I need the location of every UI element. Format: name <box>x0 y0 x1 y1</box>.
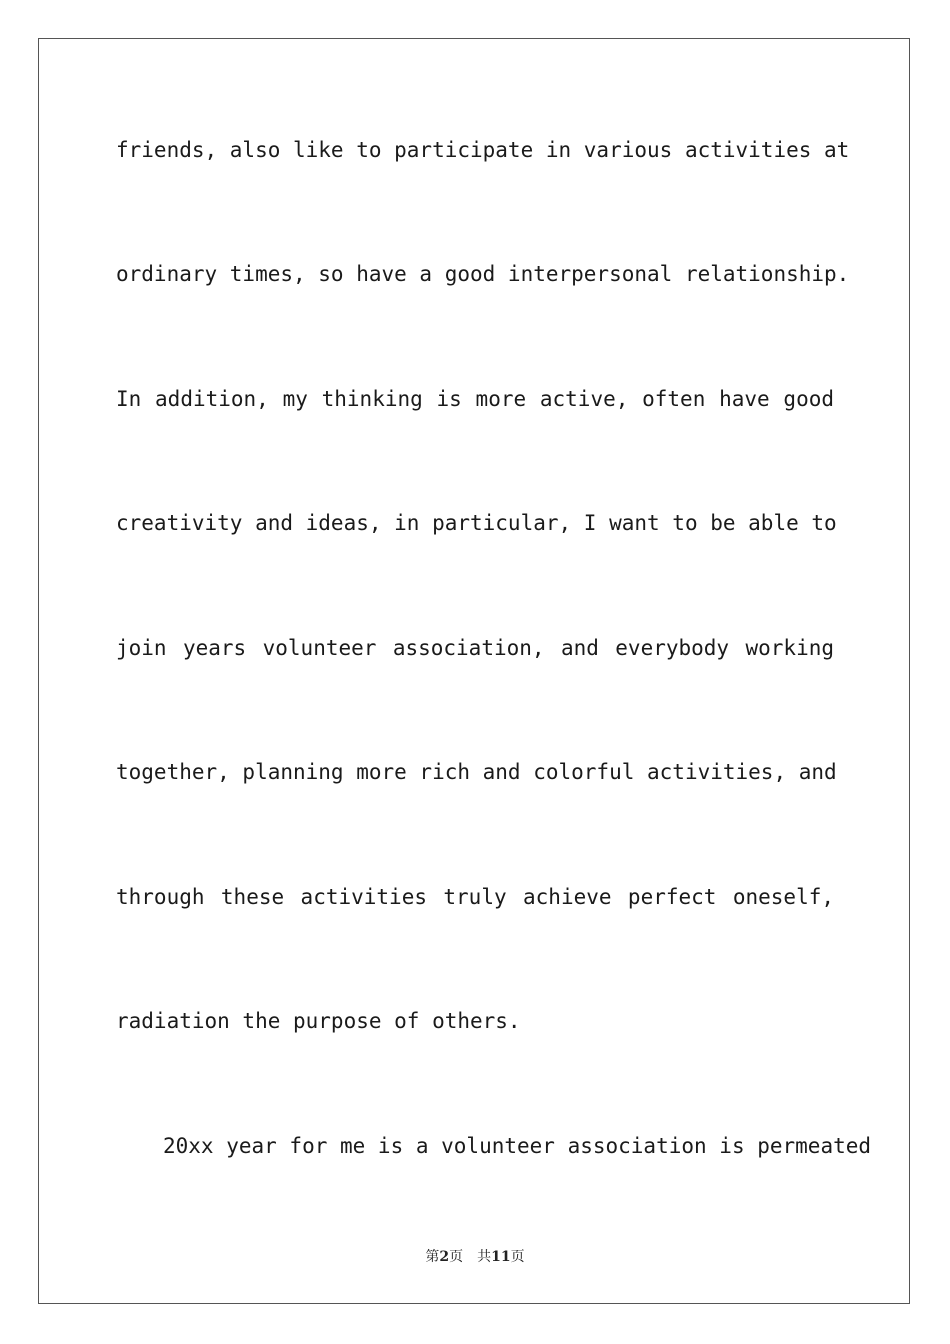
body-line-1: friends, also like to participate in various activities at <box>116 138 850 162</box>
body-line-3: In addition, my thinking is more active, often have good <box>116 387 834 411</box>
footer-total-pages: 11 <box>491 1249 511 1265</box>
footer-page-current: 2 <box>439 1249 450 1265</box>
footer-total-prefix: 共 <box>477 1249 492 1265</box>
body-line-4: creativity and ideas, in particular, I want to be able to <box>116 511 837 535</box>
page-frame <box>38 38 910 1304</box>
footer-page-suffix: 页 <box>449 1249 464 1265</box>
page-number-footer <box>0 1248 950 1266</box>
body-line-2: ordinary times, so have a good interpersonal relationship. <box>116 262 850 286</box>
body-line-7: through these activities truly achieve perfect oneself, <box>116 885 834 909</box>
footer-total-suffix: 页 <box>510 1249 525 1265</box>
body-line-6: together, planning more rich and colorful activities, and <box>116 760 837 784</box>
body-line-5: join years volunteer association, and everybody working <box>116 636 834 660</box>
footer-page-prefix: 第 <box>425 1249 440 1265</box>
body-line-9: 20xx year for me is a volunteer association is permeated <box>163 1134 872 1158</box>
body-line-8: radiation the purpose of others. <box>116 1009 521 1033</box>
